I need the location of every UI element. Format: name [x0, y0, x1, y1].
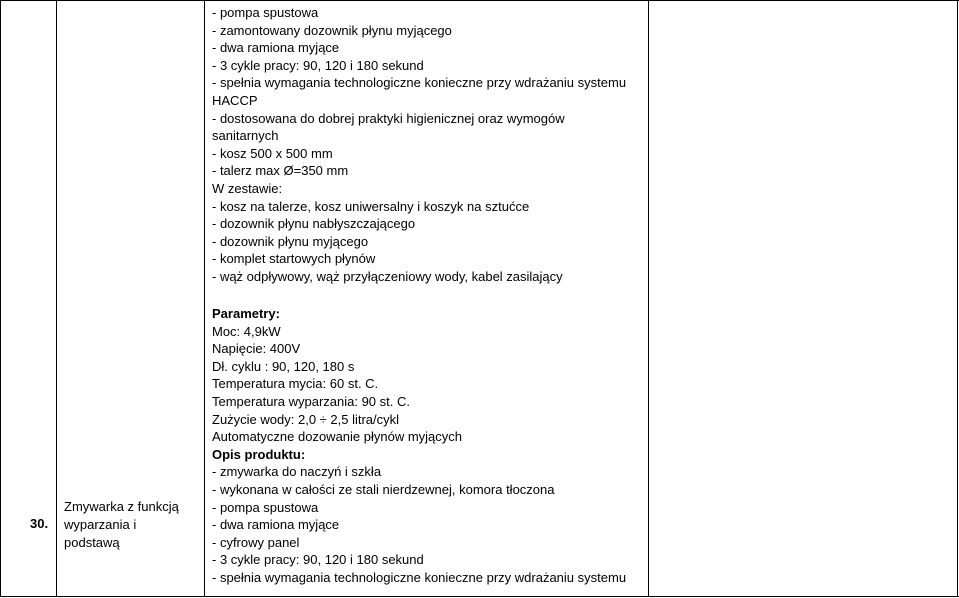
description-line: - dozownik płynu myjącego [212, 233, 369, 249]
description-line: - 3 cykle pracy: 90, 120 i 180 sekund [212, 57, 424, 73]
parameters-list [212, 323, 626, 446]
description-line: - dostosowana do dobrej praktyki higienicznej oraz wymogów [212, 110, 565, 126]
table-border-right [957, 0, 958, 597]
description-line: - 3 cykle pracy: 90, 120 i 180 sekund [212, 552, 424, 568]
column-divider-3 [648, 0, 649, 597]
column-divider-1 [56, 0, 57, 597]
description-line: - zmywarka do naczyń i szkła [212, 464, 382, 480]
description-line: - dwa ramiona myjące [212, 40, 340, 56]
parameter-line: Moc: 4,9kW [212, 323, 281, 339]
column-divider-2 [204, 0, 205, 597]
description-title: Opis produktu: [212, 446, 306, 462]
description-line: - spełnia wymagania technologiczne konieczne przy wdrażaniu systemu [212, 569, 627, 585]
description-line: - cyfrowy panel [212, 534, 300, 550]
table-border-left [0, 0, 1, 597]
row-number: 30. [30, 516, 49, 531]
parameter-line: Automatyczne dozowanie płynów myjących [212, 429, 463, 445]
table-border-top [0, 0, 959, 1]
parameters-block [212, 305, 626, 587]
description-line: - wąż odpływowy, wąż przyłączeniowy wody, kabel zasilający [212, 268, 563, 284]
description-line: - komplet startowych płynów [212, 251, 376, 267]
parameter-line: Dł. cyklu : 90, 120, 180 s [212, 358, 355, 374]
description-line: - wykonana w całości ze stali nierdzewnej, komora tłoczona [212, 481, 555, 497]
description-line: - spełnia wymagania technologiczne konieczne przy wdrażaniu systemu [212, 75, 627, 91]
description-line: - pompa spustowa [212, 499, 319, 515]
description-line: - dozownik płynu nabłyszczającego [212, 216, 416, 232]
description-line: HACCP [212, 92, 258, 108]
description-line: W zestawie: [212, 180, 283, 196]
description-list [212, 463, 626, 586]
description-line: sanitarnych [212, 128, 279, 144]
description-line: - kosz na talerze, kosz uniwersalny i koszyk na sztućce [212, 198, 530, 214]
parameters-title: Parametry: [212, 306, 280, 321]
parameter-line: Temperatura wyparzania: 90 st. C. [212, 393, 410, 409]
description-line: - kosz 500 x 500 mm [212, 145, 333, 161]
product-name: Zmywarka z funkcją wyparzania i podstawą [64, 499, 179, 550]
description-line: - pompa spustowa [212, 5, 319, 20]
description-line: - dwa ramiona myjące [212, 517, 340, 533]
parameter-line: Temperatura mycia: 60 st. C. [212, 376, 379, 392]
parameter-line: Zużycie wody: 2,0 ÷ 2,5 litra/cykl [212, 411, 400, 427]
description-line: - zamontowany dozownik płynu myjącego [212, 22, 452, 38]
parameter-line: Napięcie: 400V [212, 341, 301, 357]
upper-description [212, 4, 626, 286]
table-border-bottom [0, 596, 959, 597]
description-line: - talerz max Ø=350 mm [212, 163, 349, 179]
